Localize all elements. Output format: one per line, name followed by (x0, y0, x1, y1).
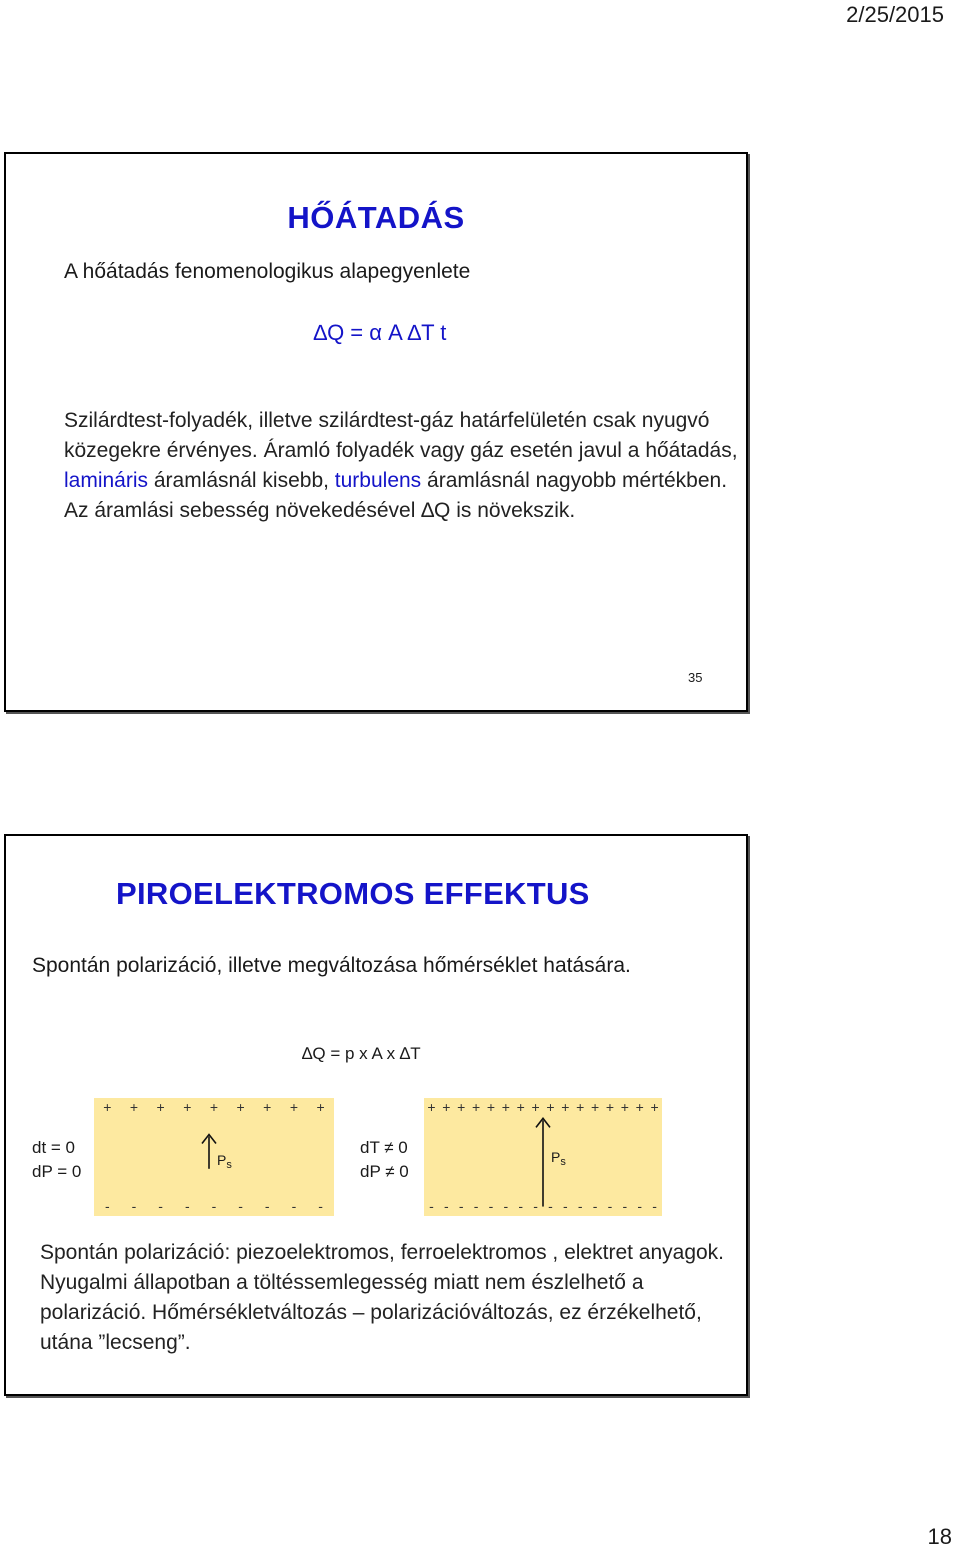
positive-charge-mark: + (516, 1099, 525, 1115)
negative-charge-mark: - (607, 1198, 613, 1214)
positive-charge-mark: + (263, 1099, 272, 1115)
slide-subtitle: A hőátadás fenomenologikus alapegyenlete (64, 260, 471, 283)
pyroelectric-formula: ∆Q = p x A x ∆T (302, 1044, 421, 1063)
positive-charge-mark: + (316, 1099, 325, 1115)
slide-title: PIROELEKTROMOS EFFEKTUS (116, 876, 590, 911)
negative-charge-mark: - (622, 1198, 628, 1214)
negative-charge-mark: - (318, 1198, 323, 1214)
polarization-subscript: s (560, 1155, 566, 1168)
body-text-part: Szilárdtest-folyadék, illetve szilárdtest-gáz határfelületén csak nyugvó közegekre érvényes. Áramló folyadék vagy gáz esetén javul a hőátadás, (64, 409, 738, 462)
negative-charge-mark: - (503, 1198, 509, 1214)
positive-charge-mark: + (501, 1099, 510, 1115)
positive-charge-mark: + (129, 1099, 139, 1115)
negative-charge-mark: - (652, 1198, 657, 1214)
positive-charge-mark: + (605, 1099, 615, 1115)
positive-charge-mark: + (156, 1099, 165, 1115)
negative-charge-mark: - (238, 1198, 243, 1214)
positive-charge-mark: + (486, 1099, 496, 1115)
body-text-part: áramlásnál kisebb, (148, 469, 335, 492)
condition-left (32, 1136, 81, 1184)
positive-charge-mark: + (457, 1099, 466, 1115)
slide-subtitle: Spontán polarizáció, illetve megváltozása hőmérséklet hatására. (32, 954, 631, 977)
negative-charge-mark: - (533, 1198, 538, 1214)
positive-charge-mark: + (561, 1099, 570, 1115)
positive-charge-mark: + (183, 1099, 192, 1115)
positive-charge-mark: + (590, 1099, 600, 1115)
body-text-part: áramlásnál nagyobb mértékben. Az áramlási sebesség növekedésével ∆Q is növekszik. (64, 469, 728, 522)
condition-dt: dT ≠ 0 (360, 1138, 408, 1157)
positive-charge-mark: + (471, 1099, 481, 1115)
negative-charge-mark: - (548, 1198, 553, 1214)
positive-charge-mark: + (620, 1099, 629, 1115)
polarization-subscript: s (226, 1159, 232, 1172)
slide-number: 35 (688, 670, 703, 685)
negative-charge-mark: - (429, 1198, 434, 1214)
polarization-label (551, 1149, 566, 1168)
positive-charge-mark: + (576, 1099, 585, 1115)
positive-charge-mark: + (442, 1099, 451, 1115)
positive-charge-mark: + (236, 1099, 245, 1115)
slide-body-text: Spontán polarizáció: piezoelektromos, ferroelektromos , elektret anyagok. Nyugalmi állapotban a töltéssemlegesség miatt nem észlelhető a polarizáció. Hőmérsékletváltozás – polarizációváltozás, ez érzékelhető, utána ”lecseng”. (40, 1241, 725, 1354)
highlight-laminar: lamináris (64, 469, 149, 492)
negative-charge-mark: - (562, 1198, 568, 1214)
polarization-arrow-icon (94, 1098, 334, 1216)
slide-piroelektromos (4, 834, 748, 1396)
slide-title: HŐÁTADÁS (287, 200, 465, 235)
positive-charge-mark: + (650, 1099, 659, 1115)
condition-right (360, 1136, 409, 1184)
negative-charge-mark: - (637, 1198, 643, 1214)
negative-charge-mark: - (473, 1198, 479, 1214)
polarization-label (217, 1152, 232, 1171)
header-date: 2/25/2015 (846, 2, 944, 27)
positive-charge-mark: + (546, 1099, 555, 1115)
negative-charge-mark: - (291, 1198, 297, 1214)
crystal-panel-right (424, 1098, 662, 1216)
heat-transfer-formula: ∆Q = α A ∆T t (313, 320, 447, 345)
negative-charge-mark: - (158, 1198, 163, 1214)
condition-dt: dt = 0 (32, 1138, 76, 1157)
negative-charge-mark: - (131, 1198, 137, 1214)
page-number: 18 (927, 1524, 952, 1549)
negative-charge-mark: - (104, 1198, 110, 1214)
negative-charge-mark: - (264, 1198, 270, 1214)
negative-charge-mark: - (592, 1198, 598, 1214)
negative-charge-mark: - (443, 1198, 449, 1214)
negative-charge-mark: - (184, 1198, 190, 1214)
positive-charge-mark: + (531, 1099, 540, 1115)
slide-body-text (64, 406, 740, 526)
polarization-symbol: P (217, 1152, 227, 1169)
positive-charge-mark: + (427, 1099, 436, 1115)
polarization-symbol: P (551, 1148, 561, 1165)
slide-hoatadas (4, 152, 748, 712)
positive-charge-mark: + (103, 1099, 112, 1115)
negative-charge-mark: - (488, 1198, 494, 1214)
positive-charge-mark: + (635, 1099, 644, 1115)
negative-charge-mark: - (518, 1198, 524, 1214)
highlight-turbulent: turbulens (334, 469, 422, 492)
crystal-panel-left (94, 1098, 334, 1216)
negative-charge-mark: - (577, 1198, 583, 1214)
positive-charge-mark: + (289, 1099, 299, 1115)
condition-dp: dP = 0 (32, 1162, 82, 1181)
polarization-arrow-icon (424, 1098, 662, 1216)
condition-dp: dP ≠ 0 (360, 1162, 409, 1181)
negative-charge-mark: - (211, 1198, 217, 1214)
positive-charge-mark: + (209, 1099, 219, 1115)
negative-charge-mark: - (458, 1198, 464, 1214)
